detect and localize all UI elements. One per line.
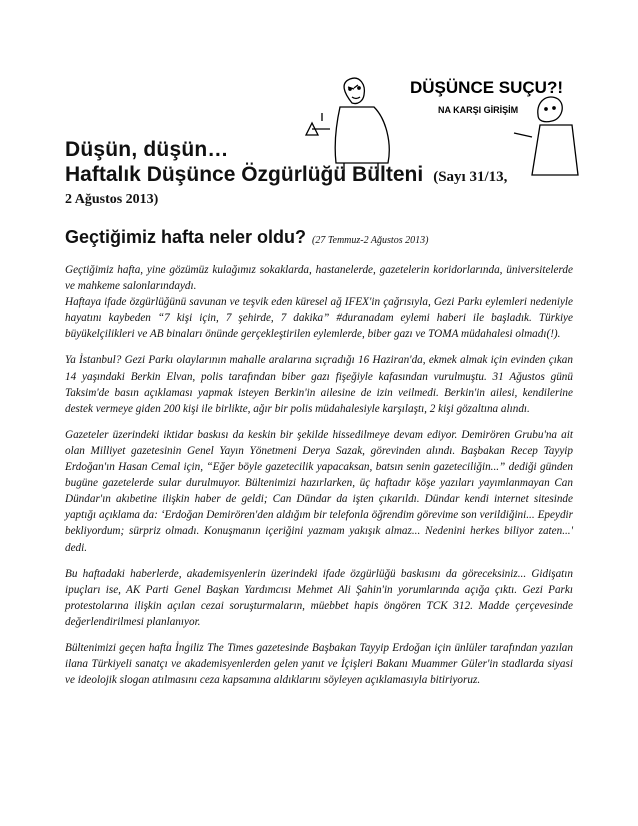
cartoon-sign-line1: DÜŞÜNCE SUÇU?! — [410, 78, 563, 97]
section-heading: Geçtiğimiz hafta neler oldu? — [65, 227, 307, 247]
paragraph: Bültenimizi geçen hafta İngiliz The Times gazetesinde Başbakan Tayyip Erdoğan için ünlüler tarafından yazılan ilana Türkiyeli sanatçı ve akademisyenlerden gelen yanıt ve İçişleri Bakanı Muammer Güler'in stadlarda siyasi ve ideolojik slogan atılmasını ceza kapsamına aldıklarını söyleyen açıklamasıyla bitiriyoruz. — [65, 641, 573, 687]
issue-number: (Sayı 31/13, — [433, 169, 508, 185]
issue-date: 2 Ağustos 2013) — [65, 192, 159, 207]
bulletin-body — [65, 262, 573, 698]
bulletin-title: Düşün, düşün… — [65, 138, 229, 161]
section-heading-line — [65, 227, 428, 248]
bulletin-subtitle: Haftalık Düşünce Özgürlüğü Bülteni — [65, 163, 424, 186]
paragraph: Gazeteler üzerindeki iktidar baskısı da keskin bir şekilde hissedilmeye devam ediyor. Demirören Grubu'na ait olan Milliyet gazetesinin Genel Yayın Yönetmeni Derya Sazak, görevinden alındı. Başbakan Recep Tayyip Erdoğan'ın Hasan Cemal için, “Eğer böyle gazetecilik yapacaksan, batsın senin gazeteciliğin...” dediği günden bugüne gazetelerde sular durulmuyor. Bültenimizi hazırlarken, üç haftadır köşe yazıları yayımlanmayan Can Dündar'ın akıbetine ilişkin haber de geldi; Can Dündar da işten çıkarıldı. Dündar kendi internet sitesinde yaptığı açıklama da: ‘Erdoğan Demirören'den aldığım bir telefonla öğrendim görevime son verildiğini... Epeydir bekliyordum; sürpriz olmadı. Konuşmanın içeriğini yazmam yakışık almaz... Nedenini herkes biliyor zaten...' dedi. — [65, 428, 573, 554]
paragraph: Ya İstanbul? Gezi Parkı olaylarının mahalle aralarına sıçradığı 16 Haziran'da, ekmek almak için evinden çıkan 14 yaşındaki Berkin Elvan, polis tarafından biber gazı fişeğiyle kafasından vurulmuştu. 31 Ağustos günü Taksim'de basın açıklaması yapmak isteyen Berkin'in ailesine de izin veilmedi. Berkin'in ailesi, kendilerine destek vermeye giden 200 kişi ile birlikte, ağır bir polis müdahalesiyle karşılaştı, 2 kişi gözaltına alındı. — [65, 354, 573, 415]
paragraph: Bu haftadaki haberlerde, akademisyenlerin üzerindeki ifade özgürlüğü baskısını da göreceksiniz... Gidişatın ipuçları ise, AK Parti Genel Başkan Yardımcısı Mehmet Ali Şahin'in yorumlarında açığa çıktı. Gezi Parkı protestolarına ilişkin açılan cezai soruşturmaların, müebbet hapis öngören TCK 312. Madde çerçevesinde değerlendirilmesi planlanıyor. — [65, 567, 573, 628]
bulletin-subtitle-line — [65, 163, 507, 187]
section-date-range: (27 Temmuz-2 Ağustos 2013) — [312, 235, 429, 246]
paragraph: Haftaya ifade özgürlüğünü savunan ve teşvik eden küresel ağ IFEX'in çağrısıyla, Gezi Parkı eylemleri nedeniyle hayatını kaybeden “7 kişi için, 7 şehirde, 7 dakika” #duranadam eylemi haberi ile başladık. Türkiye büyükelçilikleri ve AB binaları önünde gerçekleştirilen eylemlerde, biber gazı ve TOMA müdahalesi olmadı(!). — [65, 296, 573, 341]
cartoon-sign-line2: NA KARŞI GİRİŞİM — [438, 105, 519, 115]
paragraph: Geçtiğimiz hafta, yine gözümüz kulağımız sokaklarda, hastanelerde, gazetelerin koridorlarında, üniversitelerde ve mahkeme salonlarındaydı. — [65, 264, 573, 293]
